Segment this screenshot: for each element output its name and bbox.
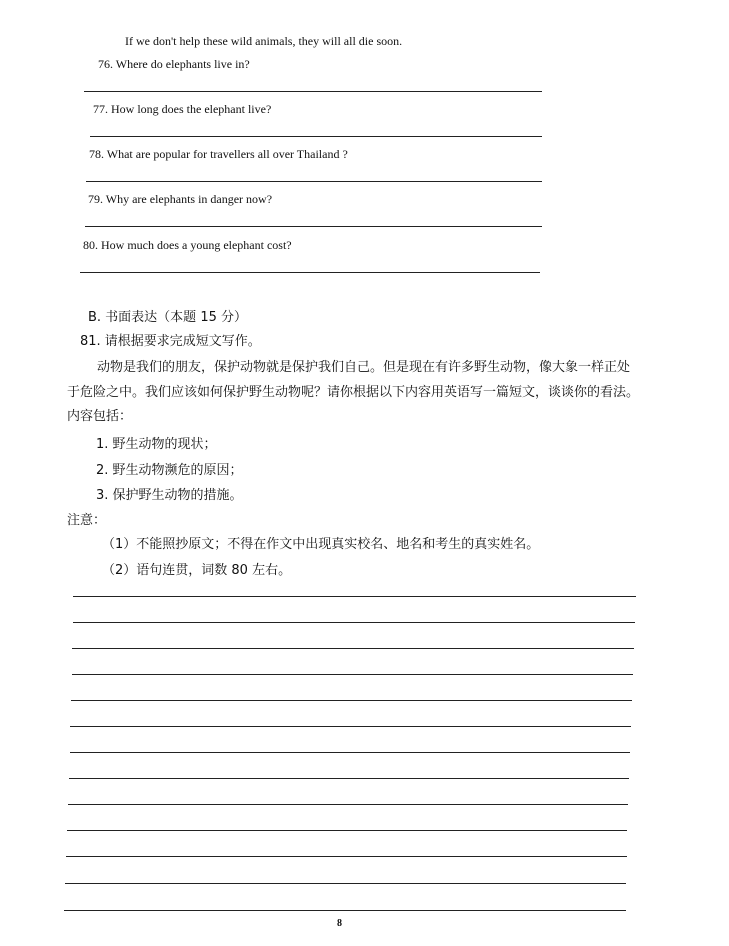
question-80: 80. How much does a young elephant cost? [83,238,292,252]
writing-line[interactable] [64,910,626,911]
content-label: 内容包括： [67,409,133,424]
question-77: 77. How long does the elephant live? [93,102,272,116]
writing-line[interactable] [70,752,630,753]
writing-line[interactable] [73,622,635,623]
content-point-2: 2. 野生动物濒危的原因； [96,463,243,478]
writing-line[interactable] [65,883,626,884]
section-b-heading: B. 书面表达（本题 15 分） [88,310,247,325]
writing-line[interactable] [66,856,627,857]
question-79: 79. Why are elephants in danger now? [88,192,273,206]
writing-line[interactable] [73,596,636,597]
page-number: 8 [337,918,342,929]
writing-line[interactable] [67,830,627,831]
answer-line-77[interactable] [90,136,542,137]
writing-line[interactable] [71,700,632,701]
writing-line[interactable] [72,648,634,649]
writing-line[interactable] [69,778,629,779]
answer-line-78[interactable] [86,181,542,182]
writing-line[interactable] [68,804,628,805]
writing-line[interactable] [72,674,633,675]
answer-line-80[interactable] [80,272,540,273]
note-2: （2）语句连贯，词数 80 左右。 [102,563,292,578]
answer-line-76[interactable] [84,91,542,92]
content-point-3: 3. 保护野生动物的措施。 [96,488,243,503]
question-76: 76. Where do elephants live in? [98,57,250,71]
notes-label: 注意： [67,513,107,528]
writing-line[interactable] [70,726,631,727]
writing-task: 81. 请根据要求完成短文写作。 [80,334,261,349]
intro-sentence: If we don't help these wild animals, they will all die soon. [125,34,403,48]
content-point-1: 1. 野生动物的现状； [96,437,217,452]
question-78: 78. What are popular for travellers all over Thailand ? [89,147,348,161]
note-1: （1）不能照抄原文；不得在作文中出现真实校名、地名和考生的真实姓名。 [102,537,540,552]
prompt-line-1: 动物是我们的朋友，保护动物就是保护我们自己。但是现在有许多野生动物，像大象一样正处 [97,360,631,375]
prompt-line-2: 于危险之中。我们应该如何保护野生动物呢？请你根据以下内容用英语写一篇短文，谈谈你的看法。 [67,385,640,400]
answer-line-79[interactable] [85,226,542,227]
